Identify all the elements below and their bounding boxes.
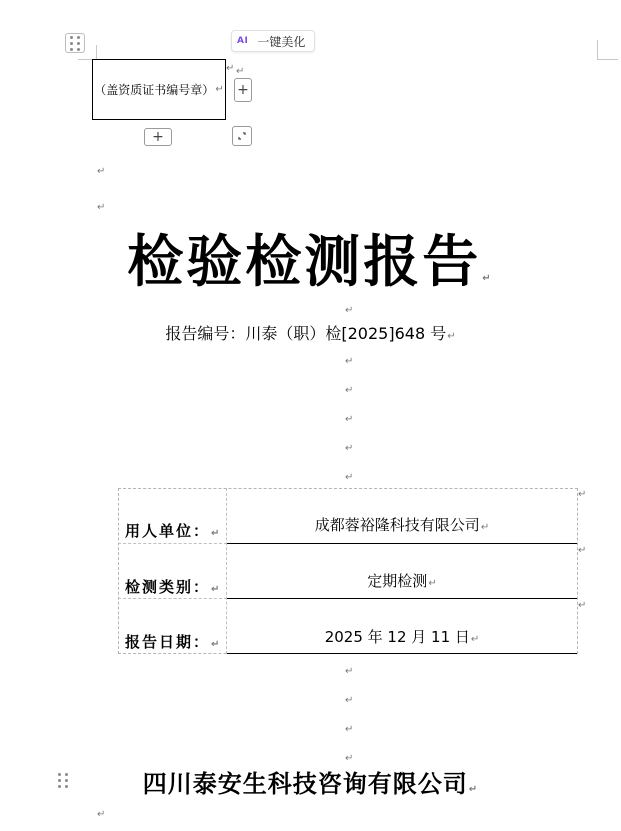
- ai-beautify-label: 一键美化: [257, 34, 306, 49]
- paragraph-mark: ↵: [211, 528, 222, 539]
- paragraph-mark: ↵: [211, 584, 222, 595]
- paragraph-mark: ↵: [428, 578, 437, 589]
- table-row-divider: [118, 543, 227, 544]
- paragraph-mark: ↵: [345, 443, 354, 454]
- paragraph-mark: ↵: [578, 545, 587, 556]
- paragraph-mark: ↵: [468, 784, 479, 795]
- test-type-label[interactable]: [125, 576, 221, 597]
- paragraph-mark: ↵: [226, 63, 235, 74]
- paragraph-mark: ↵: [97, 809, 106, 820]
- paragraph-mark: ↵: [97, 166, 106, 177]
- report-number-text: 报告编号：川泰（职）检[2025]648 号: [165, 324, 447, 343]
- paragraph-mark: ↵: [345, 666, 354, 677]
- paragraph-mark: ↵: [215, 84, 224, 95]
- table-row-divider: [118, 598, 227, 599]
- add-icon: +: [237, 82, 249, 98]
- paragraph-mark: ↵: [480, 522, 490, 533]
- table-move-icon: [70, 36, 81, 51]
- ai-beautify-button[interactable]: [231, 30, 315, 52]
- paragraph-mark: ↵: [482, 273, 494, 284]
- add-row-button[interactable]: [144, 128, 172, 146]
- add-column-button[interactable]: [234, 78, 252, 102]
- resize-icon: [237, 131, 247, 141]
- page-corner-mark-right: [597, 40, 618, 60]
- table-move-handle[interactable]: [65, 33, 85, 53]
- stamp-placeholder-text: （盖资质证书编号章）: [94, 83, 215, 97]
- table-resize-button[interactable]: [232, 126, 252, 146]
- employer-underline: [227, 543, 577, 544]
- report-number[interactable]: [0, 321, 621, 344]
- paragraph-mark: ↵: [345, 305, 354, 316]
- employer-value-text: 成都蓉裕隆科技有限公司: [314, 516, 480, 534]
- employer-label-text: 用人单位：: [125, 522, 211, 540]
- document-title[interactable]: [0, 218, 621, 298]
- report-date-underline: [227, 653, 577, 654]
- paragraph-mark: ↵: [345, 414, 354, 425]
- report-date-label[interactable]: [125, 631, 221, 652]
- paragraph-mark: ↵: [470, 634, 480, 645]
- stamp-placeholder-cell[interactable]: [92, 59, 226, 120]
- paragraph-mark: ↵: [97, 202, 106, 213]
- company-name-text: 四川泰安生科技咨询有限公司: [142, 769, 468, 798]
- paragraph-mark: ↵: [345, 385, 354, 396]
- paragraph-mark: ↵: [447, 331, 456, 342]
- paragraph-mark: ↵: [345, 472, 354, 483]
- paragraph-mark: ↵: [236, 66, 245, 77]
- test-type-underline: [227, 598, 577, 599]
- ai-icon: AI: [237, 36, 249, 46]
- paragraph-mark: ↵: [345, 695, 354, 706]
- paragraph-mark: ↵: [578, 489, 587, 500]
- paragraph-mark: ↵: [345, 753, 354, 764]
- paragraph-mark: ↵: [345, 356, 354, 367]
- report-date-value[interactable]: [227, 626, 577, 647]
- report-date-value-text: 2025 年 12 月 11 日: [324, 628, 470, 646]
- test-type-value-text: 定期检测: [367, 572, 428, 590]
- paragraph-mark: ↵: [578, 600, 587, 611]
- company-name[interactable]: [0, 764, 621, 799]
- document-title-text: 检验检测报告: [127, 229, 482, 295]
- report-date-label-text: 报告日期：: [125, 633, 211, 651]
- employer-label[interactable]: [125, 520, 221, 541]
- employer-value[interactable]: [227, 514, 577, 535]
- paragraph-mark: ↵: [345, 724, 354, 735]
- add-icon: +: [152, 129, 164, 145]
- test-type-label-text: 检测类别：: [125, 578, 211, 596]
- test-type-value[interactable]: [227, 570, 577, 591]
- paragraph-mark: ↵: [211, 639, 222, 650]
